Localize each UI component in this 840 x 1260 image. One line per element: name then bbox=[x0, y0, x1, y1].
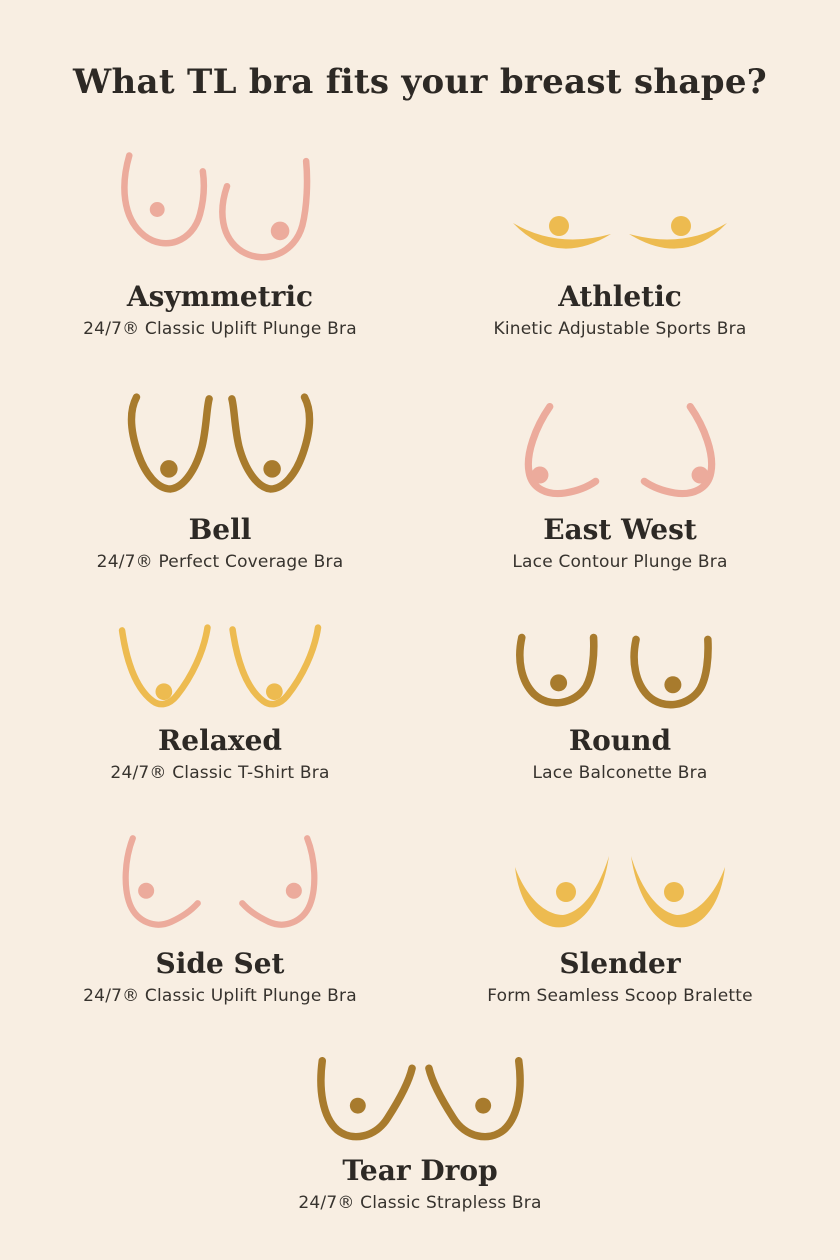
shape-card-asymmetric bbox=[20, 148, 420, 339]
shape-name: Bell bbox=[188, 512, 252, 546]
slender-breasts-icon bbox=[510, 849, 730, 937]
shape-name: Athletic bbox=[558, 280, 682, 313]
shape-card-round bbox=[420, 620, 820, 783]
shape-grid bbox=[20, 148, 820, 1213]
bra-name: 24/7® Perfect Coverage Bra bbox=[96, 551, 344, 572]
shape-name: Relaxed bbox=[158, 723, 282, 757]
east-west-breasts-icon bbox=[521, 402, 719, 503]
shape-name: Side Set bbox=[155, 946, 285, 980]
bra-name: Lace Balconette Bra bbox=[532, 762, 708, 783]
shape-card-east-west bbox=[420, 387, 820, 572]
shape-card-slender bbox=[420, 831, 820, 1006]
shape-name: Asymmetric bbox=[126, 280, 314, 313]
bell-breasts-icon bbox=[124, 391, 317, 503]
shape-card-relaxed bbox=[20, 620, 420, 783]
bra-name: 24/7® Classic Uplift Plunge Bra bbox=[83, 985, 357, 1006]
shape-card-tear-drop bbox=[20, 1054, 820, 1213]
round-breasts-icon bbox=[516, 629, 724, 714]
shape-name: Round bbox=[568, 723, 672, 757]
relaxed-breasts-icon bbox=[118, 623, 323, 714]
bra-name: Lace Contour Plunge Bra bbox=[512, 551, 728, 572]
asymmetric-breasts-icon bbox=[118, 149, 323, 270]
bra-name: 24/7® Classic T-Shirt Bra bbox=[110, 762, 330, 783]
bra-name: 24/7® Classic Uplift Plunge Bra bbox=[83, 318, 357, 339]
shape-card-side-set bbox=[20, 831, 420, 1006]
shape-card-bell bbox=[20, 387, 420, 572]
athletic-breasts-icon bbox=[510, 208, 730, 270]
page-title: What TL bra fits your breast shape? bbox=[73, 62, 767, 102]
shape-name: Tear Drop bbox=[342, 1153, 498, 1187]
tear-drop-breasts-icon bbox=[317, 1057, 524, 1144]
bra-name: Kinetic Adjustable Sports Bra bbox=[493, 318, 747, 339]
side-set-breasts-icon bbox=[122, 832, 318, 937]
shape-card-athletic bbox=[420, 148, 820, 339]
bra-name: 24/7® Classic Strapless Bra bbox=[298, 1192, 542, 1213]
bra-name: Form Seamless Scoop Bralette bbox=[487, 985, 753, 1006]
shape-name: Slender bbox=[559, 946, 681, 980]
shape-name: East West bbox=[543, 512, 697, 546]
